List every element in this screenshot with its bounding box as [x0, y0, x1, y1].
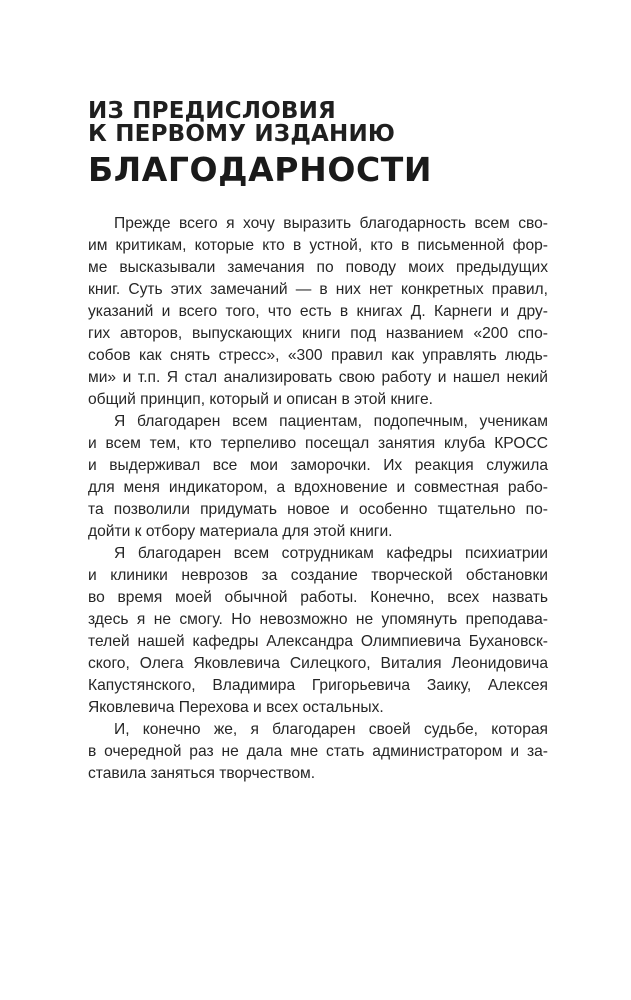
paragraph [88, 543, 548, 719]
text-line: телей нашей кафедры Александра Олимпиевича Бухановск- [88, 633, 548, 650]
text-line: гих авторов, выпускающих книги под названием «200 спо- [88, 325, 548, 342]
text-line: Яковлевича Перехова и всех остальных. [88, 699, 384, 716]
heading-line-2: К ПЕРВОМУ ИЗДАНИЮ [88, 121, 396, 147]
text-line: указаний и всего того, что есть в книгах Д. Карнеги и дру- [88, 303, 548, 320]
text-line: и выдерживал все мои заморочки. Их реакция служила [88, 457, 548, 474]
text-line: Я благодарен всем сотрудникам кафедры психиатрии [114, 545, 548, 562]
text-line: ме высказывали замечания по поводу моих предыдущих [88, 259, 548, 276]
text-line: ми» и т.п. Я стал анализировать свою работу и нашел некий [88, 369, 548, 386]
text-line: Прежде всего я хочу выразить благодарность всем сво- [114, 215, 548, 232]
page [88, 100, 548, 785]
text-line: здесь я не смогу. Но невозможно не упомянуть преподава- [88, 611, 548, 628]
text-line: им критикам, которые кто в устной, кто в письменной фор- [88, 237, 548, 254]
text-line: И, конечно же, я благодарен своей судьбе, которая [114, 721, 548, 738]
text-line: книг. Суть этих замечаний — в них нет конкретных правил, [88, 281, 548, 298]
text-line: общий принцип, который и описан в этой книге. [88, 391, 433, 408]
text-line: во время моей обычной работы. Конечно, всех назвать [88, 589, 548, 606]
body-text [88, 213, 548, 785]
chapter-title: БЛАГОДАРНОСТИ [88, 150, 433, 189]
text-line: и клиники неврозов за создание творческой обстановки [88, 567, 548, 584]
text-line: ставила заняться творчеством. [88, 765, 316, 782]
paragraph [88, 411, 548, 543]
text-line: собов как снять стресс», «300 правил как управлять людь- [88, 347, 548, 364]
text-line: дойти к отбору материала для этой книги. [88, 523, 393, 540]
text-line: Капустянского, Владимира Григорьевича Заику, Алексея [88, 677, 548, 694]
chapter-heading [88, 100, 548, 189]
paragraph [88, 213, 548, 411]
paragraph [88, 719, 548, 785]
text-line: для меня индикатором, а вдохновение и совместная рабо- [88, 479, 548, 496]
text-line: Я благодарен всем пациентам, подопечным, ученикам [114, 413, 548, 430]
text-line: ского, Олега Яковлевича Силецкого, Виталия Леонидовича [88, 655, 548, 672]
heading-line-1: ИЗ ПРЕДИСЛОВИЯ [88, 98, 336, 124]
text-line: в очередной раз не дала мне стать администратором и за- [88, 743, 548, 760]
text-line: та позволили придумать новое и особенно тщательно по- [88, 501, 548, 518]
text-line: и всем тем, кто терпеливо посещал занятия клуба КРОСС [88, 435, 548, 452]
